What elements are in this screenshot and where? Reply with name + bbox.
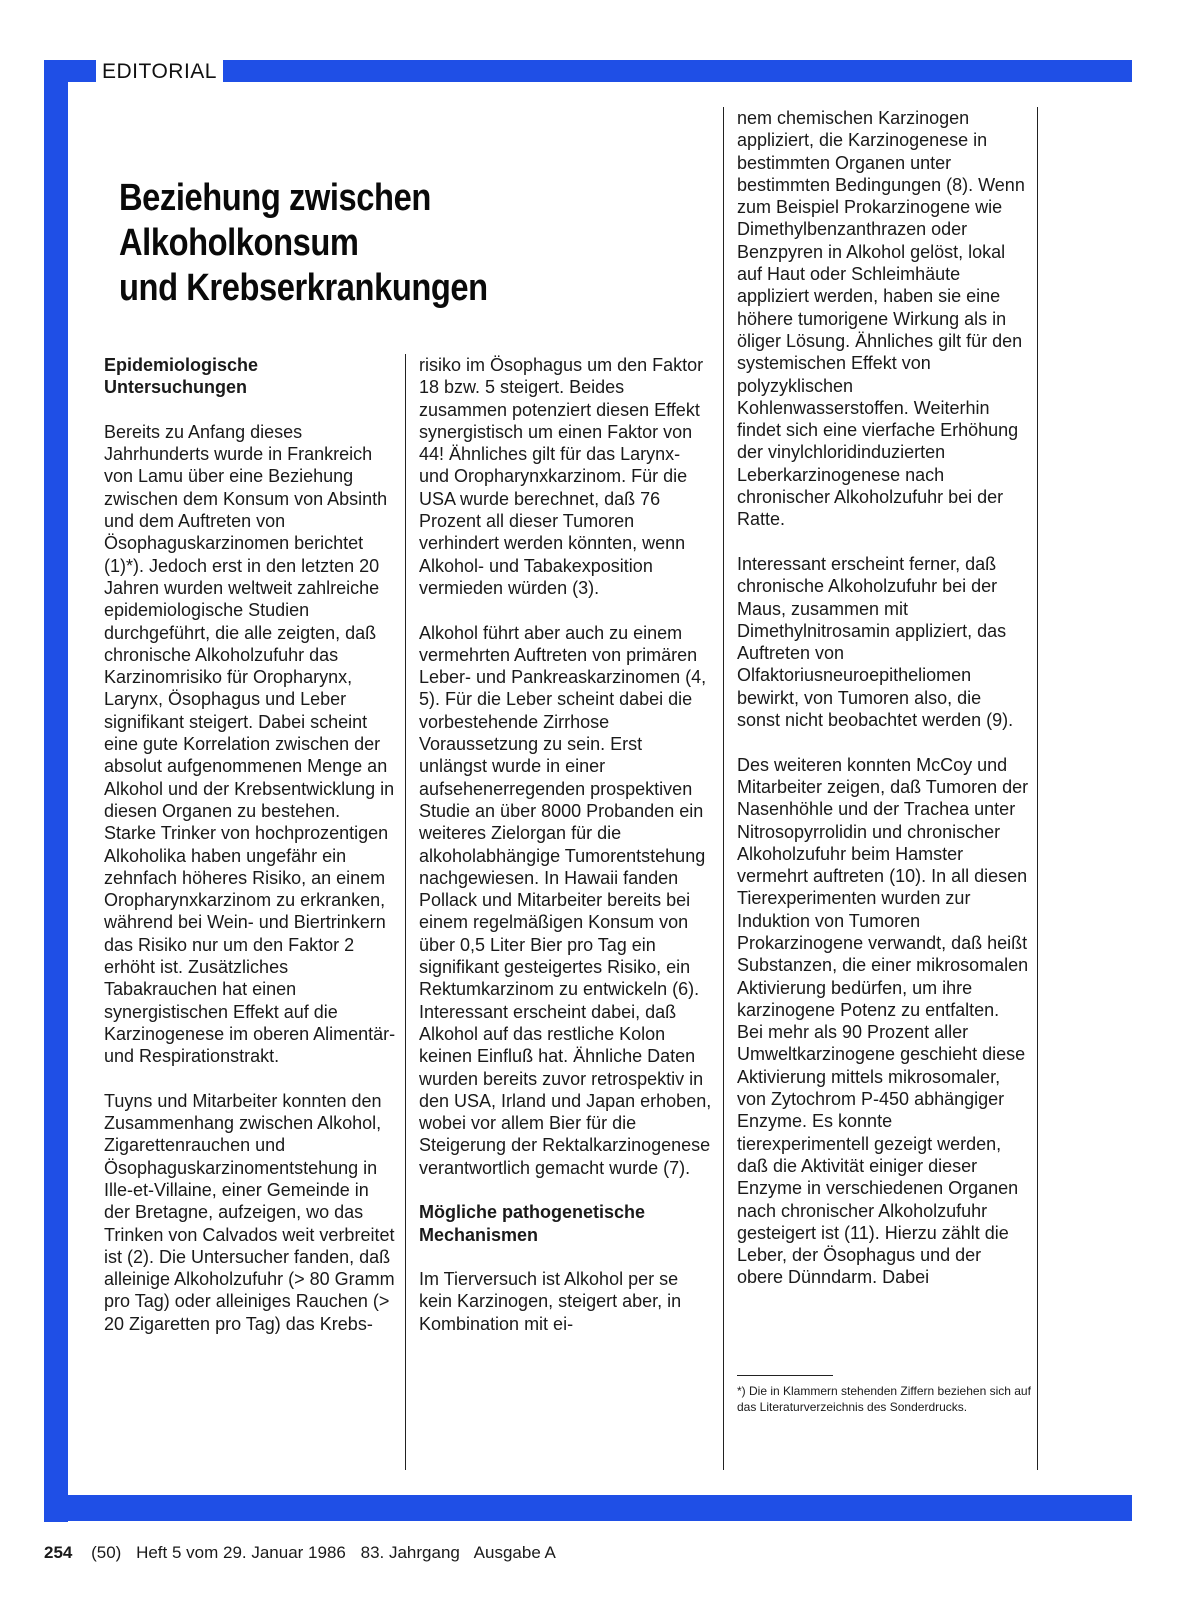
title-line: und Krebserkrankungen <box>119 267 488 309</box>
page-footer <box>44 1542 566 1564</box>
title-line: Beziehung zwischen <box>119 177 431 219</box>
article-title <box>119 176 488 311</box>
section-label: EDITORIAL <box>96 58 223 86</box>
issue-number: (50) <box>91 1543 122 1562</box>
text-column-2 <box>419 354 713 1357</box>
left-accent-bar <box>44 60 68 1522</box>
section-heading: Epidemiologische Untersuchungen <box>104 355 259 398</box>
footnote: *) Die in Klammern stehenden Ziffern beziehen sich auf das Literaturverzeichnis des Sonderdrucks. <box>737 1384 1031 1414</box>
body-paragraph: Des weiteren konnten McCoy und Mitarbeiter zeigen, daß Tumoren der Nasenhöhle und der Trachea unter Nitrosopyrrolidin und chronischer Alkoholzufuhr beim Hamster vermehrt auftreten (10). In all diesen Tierexperimenten wurden zur Induktion von Tumoren Prokarzinogene verwandt, daß heißt Substanzen, die einer mikrosomalen Aktivierung bedürfen, um ihre karzinogene Potenz zu entfalten. Bei mehr als 90 Prozent aller Umweltkarzinogene geschieht diese Aktivierung mittels mikrosomaler, von Zytochrom P-450 abhängiger Enzyme. Es konnte tierexperimentell gezeigt werden, daß die Aktivität einiger dieser Enzyme in verschiedenen Organen nach chronischer Alkoholzufuhr gesteigert ist (11). Hierzu zählt die Leber, der Ösophagus und der obere Dünndarm. Dabei <box>737 754 1029 1288</box>
body-paragraph: Bereits zu Anfang dieses Jahrhunderts wurde in Frankreich von Lamu über eine Beziehung zwischen dem Konsum von Absinth und dem Auftreten von Ösophaguskarzinomen berichtet (1)*). Jedoch erst in den letzten 20 Jahren wurden weltweit zahlreiche epidemiologische Studien durchgeführt, die alle zeigten, daß chronische Alkoholzufuhr das Karzinomrisiko für Oropharynx, Larynx, Ösophagus und Leber signifikant steigert. Dabei scheint eine gute Korrelation zwischen der absolut aufgenommenen Menge an Alkohol und der Krebsentwicklung in diesen Organen zu bestehen. Starke Trinker von hochprozentigen Alkoholika haben ungefähr ein zehnfach höheres Risiko, an einem Oropharynxkarzinom zu erkranken, während bei Wein- und Biertrinkern das Risiko nur um den Faktor 2 erhöht ist. Zusätzliches Tabakrauchen hat einen synergistischen Effekt auf die Karzinogenese im oberen Alimentär- und Respirationstrakt. <box>104 421 396 1067</box>
section-heading: Mögliche pathogenetische Mechanismen <box>419 1202 646 1245</box>
body-paragraph: Interessant erscheint ferner, daß chronische Alkoholzufuhr bei der Maus, zusammen mit Dimethylnitrosamin appliziert, das Auftreten von Olfaktoriusneuroepitheliomen bewirkt, von Tumoren also, die sonst nicht beobachtet werden (9). <box>737 553 1014 731</box>
title-line: Alkoholkonsum <box>119 222 359 264</box>
footnote-rule <box>737 1375 833 1376</box>
issue-info: Heft 5 vom 29. Januar 1986 <box>136 1543 346 1562</box>
column-divider <box>1037 107 1038 1470</box>
volume-info: 83. Jahrgang <box>360 1543 460 1562</box>
column-divider <box>405 354 406 1470</box>
body-paragraph: Alkohol führt aber auch zu einem vermehrten Auftreten von primären Leber- und Pankreaskarzinomen (4, 5). Für die Leber scheint dabei die vorbestehende Zirrhose Voraussetzung zu sein. Erst unlängst wurde in einer aufsehenerregenden prospektiven Studie an über 8000 Probanden ein weiteres Zielorgan für die alkoholabhängige Tumorentstehung nachgewiesen. In Hawaii fanden Pollack und Mitarbeiter bereits bei einem regelmäßigen Konsum von über 0,5 Liter Bier pro Tag ein signifikant gesteigertes Risiko, ein Rektumkarzinom zu entwickeln (6). Interessant erscheint dabei, daß Alkohol auf das restliche Kolon keinen Einfluß hat. Ähnliche Daten wurden bereits zuvor retrospektiv in den USA, Irland und Japan erhoben, wobei vor allem Bier für die Steigerung der Rektalkarzinogenese verantwortlich gemacht wurde (7). <box>419 622 712 1178</box>
edition-info: Ausgabe A <box>473 1543 556 1562</box>
column-divider <box>723 107 724 1470</box>
page-number: 254 <box>44 1543 73 1562</box>
body-paragraph: Tuyns und Mitarbeiter konnten den Zusammenhang zwischen Alkohol, Zigarettenrauchen und Ösophaguskarzinomentstehung in Ille-et-Villaine, einer Gemeinde in der Bretagne, aufzeigen, wo das Trinken von Calvados weit verbreitet ist (2). Die Untersucher fanden, daß alleinige Alkoholzufuhr (> 80 Gramm pro Tag) oder alleiniges Rauchen (> 20 Zigaretten pro Tag) das Krebs- <box>104 1090 395 1334</box>
bottom-accent-bar <box>44 1495 1132 1521</box>
text-column-1 <box>104 354 396 1357</box>
body-paragraph: nem chemischen Karzinogen appliziert, die Karzinogenese in bestimmten Organen unter bestimmten Bedingungen (8). Wenn zum Beispiel Prokarzinogene wie Dimethylbenzanthrazen oder Benzpyren in Alkohol gelöst, lokal auf Haut oder Schleimhäute appliziert werden, haben sie eine höhere tumorigene Wirkung als in öliger Lösung. Ähnliches gilt für den systemischen Effekt von polyzyklischen Kohlenwasserstoffen. Weiterhin findet sich eine vierfache Erhöhung der vinylchloridinduzierten Leberkarzinogenese nach chronischer Alkoholzufuhr bei der Ratte. <box>737 108 1025 530</box>
text-column-3 <box>737 107 1029 1311</box>
body-paragraph: Im Tierversuch ist Alkohol per se kein Karzinogen, steigert aber, in Kombination mit ei- <box>419 1269 682 1334</box>
body-paragraph: risiko im Ösophagus um den Faktor 18 bzw. 5 steigert. Beides zusammen potenziert diesen Effekt synergistisch um einen Faktor von 44! Ähnliches gilt für das Larynx- und Oropharynxkarzinom. Für die USA wurde berechnet, daß 76 Prozent all dieser Tumoren verhindert werden könnten, wenn Alkohol- und Tabakexposition vermieden würden (3). <box>419 355 704 598</box>
